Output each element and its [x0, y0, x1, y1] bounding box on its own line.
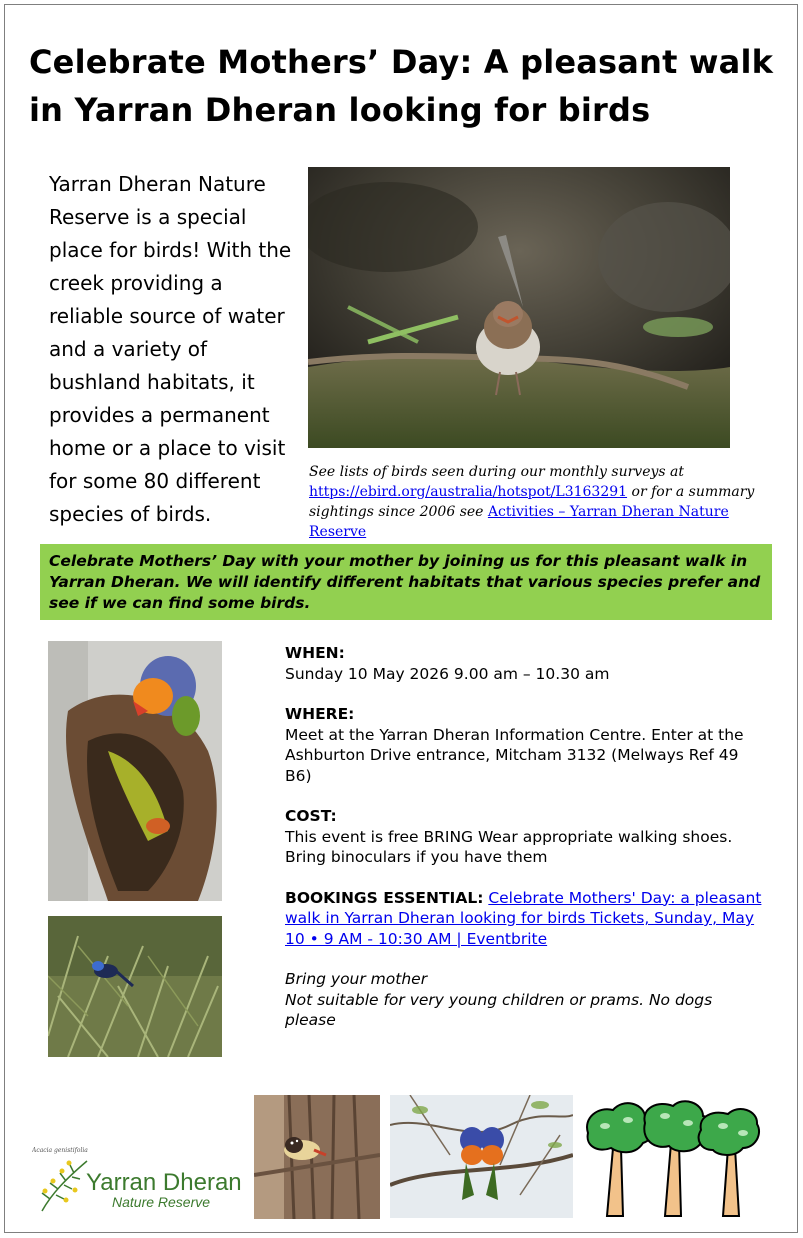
cost-value: This event is free BRING Wear appropriate walking shoes. Bring binoculars if you have them: [285, 827, 733, 866]
note-bring-mother: Bring your mother: [285, 970, 428, 988]
logo-name: Yarran Dheran: [86, 1169, 242, 1196]
trees-icon: [583, 1098, 761, 1218]
note-restrictions: Not suitable for very young children or prams. No dogs please: [285, 990, 713, 1029]
logo-small-text: Acacia genistifolia: [32, 1147, 88, 1154]
bookings-block: [285, 888, 765, 950]
lorikeets-branch-photo: [390, 1095, 573, 1218]
eventbrite-link[interactable]: Celebrate Mothers' Day: a pleasant walk in Yarran Dheran looking for birds Tickets, Sunday, May 10 • 9 AM - 10:30 AM | Eventbrite: [285, 888, 762, 948]
cost-block: [285, 806, 765, 868]
when-block: [285, 643, 765, 684]
intro-paragraph: Yarran Dheran Nature Reserve is a special place for birds! With the creek providing a reliable source of water and a variety of bushland habitats, it provides a permanent home or a place to visit for some 80 different species of birds.: [49, 172, 292, 526]
pardalote-trunk-photo: [254, 1095, 380, 1219]
where-label: WHERE:: [285, 705, 355, 723]
where-value: Meet at the Yarran Dheran Information Centre. Enter at the Ashburton Drive entrance, Mitcham 3132 (Melways Ref 49 B6): [285, 725, 744, 785]
fairy-wren-photo: [308, 167, 730, 448]
event-details: [285, 643, 765, 1031]
survey-caption: [309, 462, 779, 542]
blue-wren-grass-photo: [48, 916, 222, 1057]
caption-text-2: or for a summary sightings since 2006 see: [309, 484, 755, 520]
cost-label: COST:: [285, 807, 337, 825]
ebird-link[interactable]: https://ebird.org/australia/hotspot/L3163291: [309, 484, 628, 500]
logo-subtitle: Nature Reserve: [112, 1194, 211, 1210]
bookings-label: BOOKINGS ESSENTIAL:: [285, 888, 484, 907]
yarran-dheran-logo: [32, 1143, 250, 1218]
page-title: Celebrate Mothers’ Day: A pleasant walk in Yarran Dheran looking for birds: [29, 43, 774, 129]
when-value: Sunday 10 May 2026 9.00 am – 10.30 am: [285, 664, 610, 683]
lorikeet-hollow-photo: [48, 641, 222, 901]
activities-link[interactable]: Activities – Yarran Dheran Nature Reserve: [309, 504, 729, 540]
event-banner: Celebrate Mothers’ Day with your mother by joining us for this pleasant walk in Yarran Dheran. We will identify different habitats that various species prefer and see if we can find some birds.: [40, 544, 772, 620]
when-label: WHEN:: [285, 644, 345, 662]
caption-text-1: See lists of birds seen during our monthly surveys at: [309, 464, 684, 480]
where-block: [285, 704, 765, 786]
